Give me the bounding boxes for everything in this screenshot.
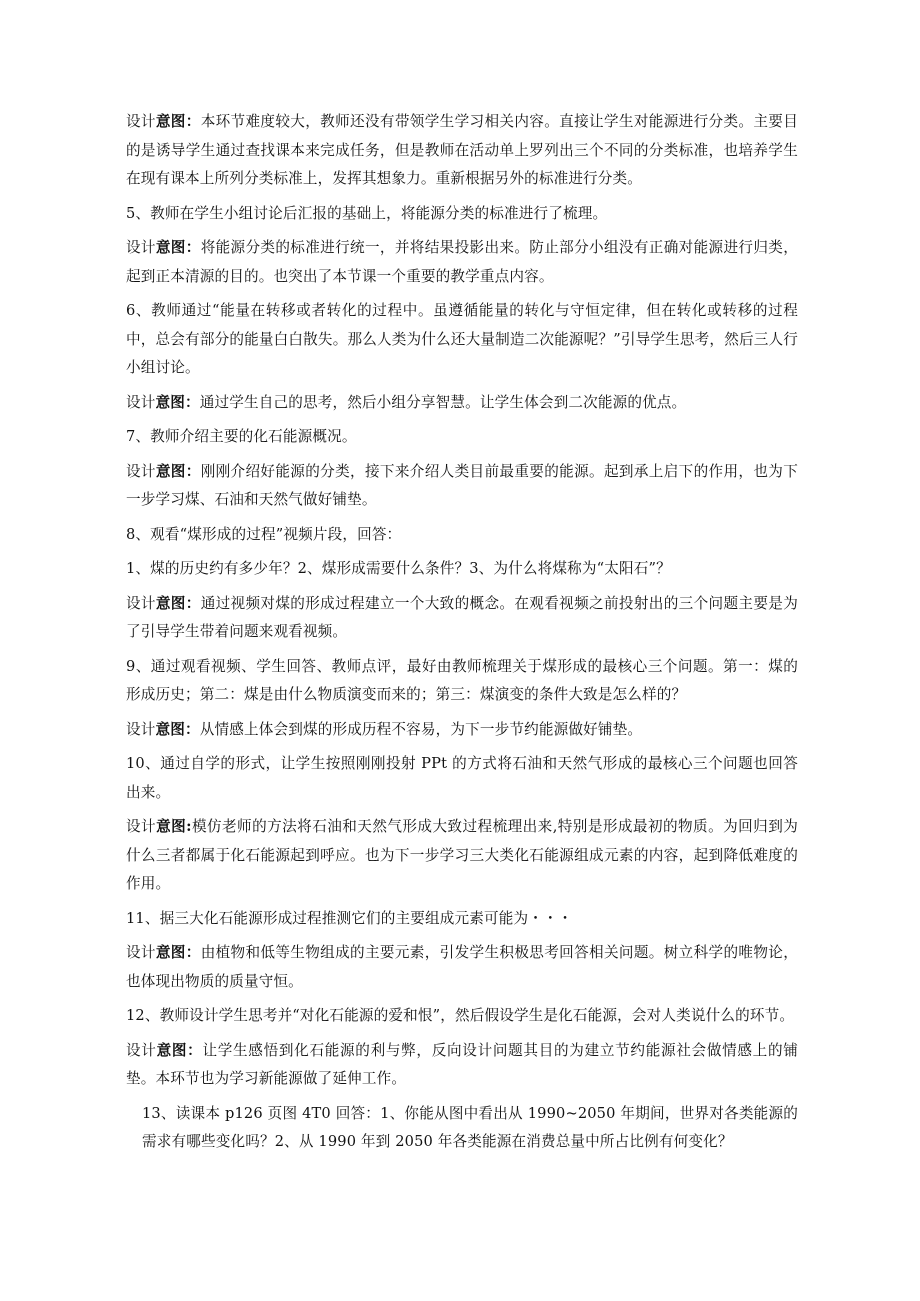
- lesson-step-paragraph: [126, 1002, 798, 1031]
- lesson-step-paragraph: [126, 555, 798, 584]
- lesson-step-text: 6、教师通过“能量在转移或者转化的过程中。虽遵循能量的转化与守恒定律，但在转化或转移的过程中，总会有部分的能量白白散失。那么人类为什么还大量制造二次能源呢？”引导学生思考，然后三人行小组讨论。: [126, 302, 798, 376]
- lesson-step-text: 10、通过自学的形式，让学生按照刚刚投射 PPt 的方式将石油和天然气形成的最核心三个问题也回答出来。: [126, 755, 798, 801]
- design-intent-colon: ：: [185, 462, 201, 480]
- design-intent-label: [126, 944, 201, 961]
- design-intent-colon: ：: [185, 594, 201, 612]
- design-intent-label-bold: 意图: [155, 393, 185, 411]
- lesson-step-text: 11、据三大化石能源形成过程推测它们的主要组成元素可能为・・・: [126, 909, 573, 927]
- design-intent-text: 通过学生自己的思考，然后小组分享智慧。让学生体会到二次能源的优点。: [199, 393, 687, 411]
- design-intent-colon: ：: [185, 393, 200, 411]
- design-intent-label: [126, 818, 192, 835]
- lesson-step-paragraph: [126, 750, 798, 807]
- design-intent-label-prefix: 设计: [126, 239, 156, 256]
- design-intent-text: 刚刚介绍好能源的分类，接下来介绍人类目前最重要的能源。起到承上启下的作用，也为下一步学习煤、石油和天然气做好铺垫。: [126, 462, 798, 508]
- design-intent-label-prefix: 设计: [126, 944, 156, 961]
- lesson-step-text: 1、煤的历史约有多少年？2、煤形成需要什么条件？3、为什么将煤称为“太阳石”？: [126, 560, 671, 577]
- design-intent-label-bold: 意图: [156, 1041, 188, 1059]
- design-intent-label-prefix: 设计: [126, 1041, 157, 1059]
- design-intent-text: 让学生感悟到化石能源的利与弊，反向设计问题其目的为建立节约能源社会做情感上的铺垫。本环节也为学习新能源做了延伸工作。: [126, 1041, 798, 1087]
- design-intent-paragraph: [126, 458, 798, 515]
- design-intent-text: 从情感上体会到煤的形成历程不容易，为下一步节约能源做好铺垫。: [199, 720, 643, 738]
- design-intent-label-prefix: 设计: [126, 113, 156, 130]
- lesson-step-text: 12、教师设计学生思考并“对化石能源的爱和恨”，然后假设学生是化石能源，会对人类说什么的环节。: [126, 1007, 795, 1024]
- lesson-step-paragraph: [126, 905, 798, 934]
- design-intent-paragraph: [126, 108, 798, 194]
- design-intent-label: [126, 239, 201, 256]
- lesson-step-text: 5、教师在学生小组讨论后汇报的基础上，将能源分类的标准进行了梳理。: [126, 204, 608, 222]
- design-intent-label-prefix: 设计: [126, 462, 156, 480]
- lesson-step-text: 9、通过观看视频、学生回答、教师点评，最好由教师梳理关于煤形成的最核心三个问题。第一：煤的形成历史；第二：煤是由什么物质演变而来的；第三：煤演变的条件大致是怎么样的？: [126, 657, 798, 703]
- lesson-step-paragraph: [126, 297, 798, 383]
- design-intent-paragraph: [126, 716, 798, 745]
- design-intent-paragraph: [126, 389, 798, 418]
- lesson-step-paragraph: [126, 521, 798, 550]
- design-intent-label-prefix: 设计: [126, 818, 157, 835]
- design-intent-text: 由植物和低等生物组成的主要元素，引发学生积极思考回答相关问题。树立科学的唯物论，也体现出物质的质量守恒。: [126, 944, 798, 990]
- lesson-step-text: 8、观看“煤形成的过程”视频片段，回答：: [126, 525, 402, 543]
- design-intent-paragraph: [126, 1037, 798, 1094]
- lesson-step-paragraph-indented: [142, 1100, 798, 1157]
- design-intent-colon: ：: [185, 944, 201, 961]
- design-intent-label-bold: 意图: [155, 113, 186, 130]
- design-intent-label-bold: 意图: [156, 818, 187, 835]
- design-intent-paragraph: [126, 939, 798, 996]
- design-intent-text: 模仿老师的方法将石油和天然气形成大致过程梳理出来,特别是形成最初的物质。为回归到为什么三者都属于化石能源起到呼应。也为下一步学习三大类化石能源组成元素的内容，起到降低难度的作用。: [126, 818, 798, 892]
- design-intent-label: [126, 113, 201, 130]
- design-intent-label-prefix: 设计: [126, 393, 156, 411]
- design-intent-colon: ：: [187, 1041, 203, 1059]
- design-intent-label-bold: 意图: [155, 720, 185, 738]
- lesson-step-text: 13、读课本 p126 页图 4T0 回答：1、你能从图中看出从 1990~2050 年期间，世界对各类能源的需求有哪些变化吗？2、从 1990 年到 2050 年各类能源在消费总量中所占比例有何变化？: [142, 1104, 798, 1150]
- design-intent-paragraph: [126, 234, 798, 291]
- design-intent-colon: ：: [185, 720, 200, 738]
- design-intent-label-bold: 意图: [155, 594, 186, 612]
- design-intent-label: [126, 595, 201, 612]
- design-intent-text: 通过视频对煤的形成过程建立一个大致的概念。在观看视频之前投射出的三个问题主要是为了引导学生带着问题来观看视频。: [126, 594, 798, 640]
- design-intent-label-bold: 意图: [155, 944, 186, 961]
- design-intent-colon: :: [186, 818, 192, 835]
- design-intent-colon: ：: [185, 239, 201, 256]
- design-intent-label-prefix: 设计: [126, 720, 156, 738]
- lesson-step-paragraph: [126, 653, 798, 710]
- lesson-step-text: 7、教师介绍主要的化石能源概况。: [126, 428, 357, 445]
- design-intent-label-bold: 意图: [155, 462, 186, 480]
- design-intent-label: [126, 721, 200, 738]
- design-intent-label: [126, 394, 200, 411]
- design-intent-label-bold: 意图: [155, 239, 186, 256]
- lesson-step-paragraph: [126, 423, 798, 452]
- design-intent-text: 将能源分类的标准进行统一，并将结果投影出来。防止部分小组没有正确对能源进行归类，起到正本清源的目的。也突出了本节课一个重要的教学重点内容。: [126, 239, 798, 285]
- design-intent-label-prefix: 设计: [126, 594, 156, 612]
- design-intent-paragraph: [126, 813, 798, 899]
- design-intent-paragraph: [126, 590, 798, 647]
- design-intent-text: 本环节难度较大，教师还没有带领学生学习相关内容。直接让学生对能源进行分类。主要目的是诱导学生通过查找课本来完成任务，但是教师在活动单上罗列出三个不同的分类标准，也培养学生在现有课本上所列分类标准上，发挥其想象力。重新根据另外的标准进行分类。: [126, 113, 798, 187]
- design-intent-label: [126, 1042, 202, 1059]
- design-intent-label: [126, 463, 201, 480]
- design-intent-colon: ：: [185, 113, 201, 130]
- lesson-step-paragraph: [126, 200, 798, 229]
- document-body: [126, 108, 798, 1163]
